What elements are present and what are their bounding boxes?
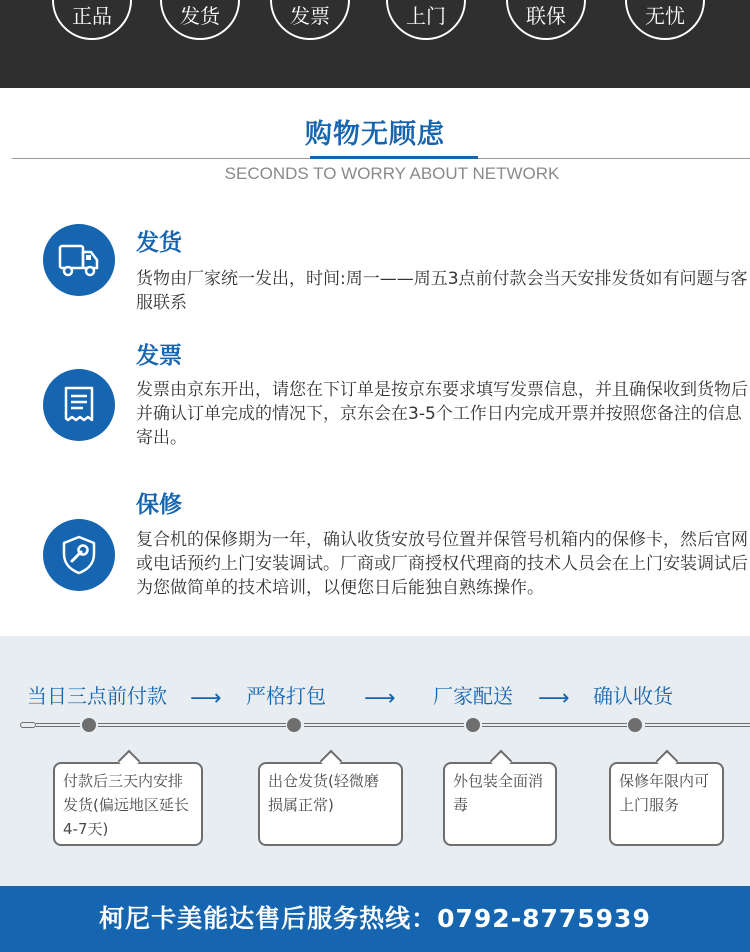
badge-label: 发票: [290, 4, 330, 28]
service-text-invoice: 发票由京东开出，请您在下订单是按京东要求填写发票信息，并且确保收到货物后并确认订单完成的情况下，京东会在3-5个工作日内完成开票并按照您备注的信息寄出。: [136, 380, 748, 448]
process-section: [0, 636, 750, 886]
note-text: 出仓发货(轻微磨损属正常): [268, 772, 379, 814]
badge-onsite: [386, 0, 466, 40]
badge-warranty: [506, 0, 586, 40]
badge-label: 上门: [406, 4, 446, 28]
note-text: 外包装全面消毒: [453, 772, 544, 814]
timeline-track: [482, 723, 627, 727]
invoice-icon: [43, 369, 115, 441]
timeline-track: [36, 723, 80, 727]
top-banner: [0, 0, 750, 88]
badge-label: 无忧: [645, 4, 685, 28]
title-underline: [310, 156, 478, 159]
service-text-shipping: 货物由厂家统一发出，时间:周一——周五3点前付款会当天安排发货如有问题与客服联系: [136, 269, 748, 313]
timeline-track: [304, 723, 464, 727]
badge-invoice: [270, 0, 350, 40]
badge-label: 联保: [526, 4, 566, 28]
step-label-confirm: 确认收货: [593, 684, 673, 708]
timeline-start-cap: [20, 722, 36, 728]
step-label-delivery: 厂家配送: [433, 684, 513, 708]
service-title-invoice: 发票: [136, 343, 182, 369]
badge-genuine: [52, 0, 132, 40]
badge-shipping: [160, 0, 240, 40]
service-title-warranty: 保修: [136, 492, 182, 518]
step-label-payment: 当日三点前付款: [27, 684, 167, 708]
note-text: 保修年限内可上门服务: [619, 772, 710, 814]
arrow-right-icon: ⟶: [364, 686, 396, 711]
step-note-delivery: [443, 762, 557, 846]
section-title: 购物无顾虑: [305, 119, 445, 150]
timeline-dot: [466, 718, 480, 732]
section-subtitle: SECONDS TO WORRY ABOUT NETWORK: [224, 164, 560, 183]
timeline-track: [98, 723, 286, 727]
arrow-right-icon: ⟶: [190, 686, 222, 711]
truck-icon: [43, 224, 115, 296]
shield-wrench-icon: [43, 519, 115, 591]
timeline-dot: [628, 718, 642, 732]
service-text-warranty: 复合机的保修期为一年，确认收货安放号位置并保管号机箱内的保修卡，然后官网或电话预约上门安装调试。厂商或厂商授权代理商的技术人员会在上门安装调试后为您做简单的技术培训，以便您日后能独自熟练操作。: [136, 530, 748, 598]
timeline-dot: [287, 718, 301, 732]
badge-worry-free: [625, 0, 705, 40]
note-text: 付款后三天内安排发货(偏远地区延长4-7天): [63, 772, 189, 838]
arrow-right-icon: ⟶: [538, 686, 570, 711]
service-title-shipping: 发货: [136, 230, 182, 256]
badge-label: 正品: [72, 4, 112, 28]
service-hotline: 柯尼卡美能达售后服务热线：0792-8775939: [0, 886, 750, 952]
timeline-dot: [82, 718, 96, 732]
timeline-track: [645, 723, 750, 727]
step-note-payment: [53, 762, 203, 846]
badge-label: 发货: [180, 4, 220, 28]
step-note-packing: [258, 762, 403, 846]
step-note-confirm: [609, 762, 724, 846]
step-label-packing: 严格打包: [246, 684, 326, 708]
